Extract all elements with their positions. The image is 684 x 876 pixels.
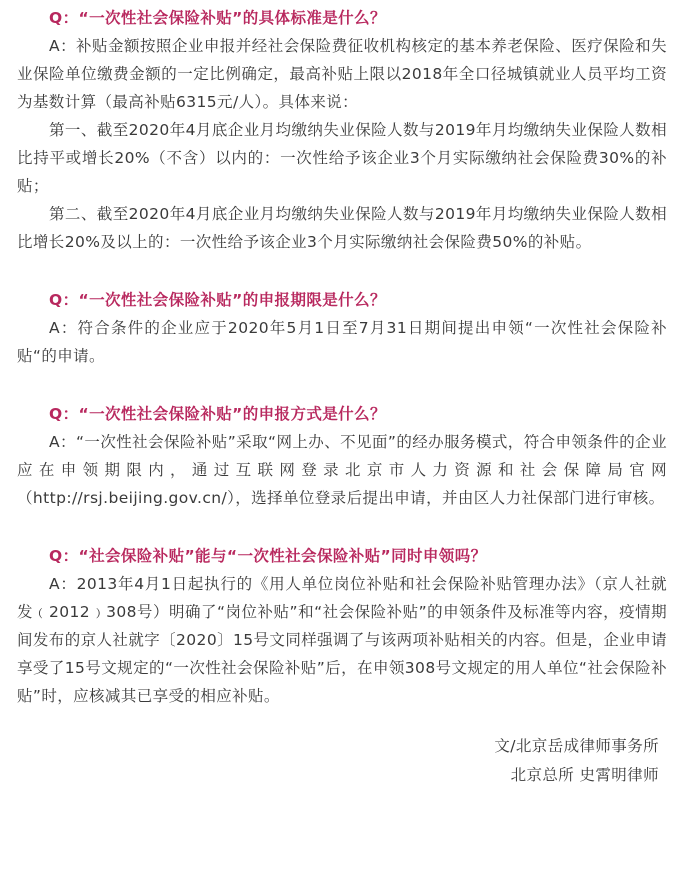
article-body	[17, 0, 667, 790]
faq-section-standard	[17, 4, 667, 256]
faq-section-concurrent	[17, 542, 667, 710]
answer-paragraph: A：补贴金额按照企业申报并经社会保险费征收机构核定的基本养老保险、医疗保险和失业保险单位缴费金额的一定比例确定，最高补贴上限以2018年全口径城镇就业人员平均工资为基数计算（最高补贴6315元/人）。具体来说：	[17, 37, 667, 111]
author-firm: 文/北京岳成律师事务所	[494, 737, 659, 755]
faq-section-deadline	[17, 286, 667, 370]
question-heading: Q：“一次性社会保险补贴”的具体标准是什么？	[49, 9, 386, 27]
section-spacer	[17, 256, 667, 282]
answer-paragraph: A：2013年4月1日起执行的《用人单位岗位补贴和社会保险补贴管理办法》（京人社就发﹙2012﹚308号）明确了“岗位补贴”和“社会保险补贴”的申领条件及标准等内容，疫情期间发布的京人社就字〔2020〕15号文同样强调了与该两项补贴相关的内容。但是，企业申请享受了15号文规定的“一次性社会保险补贴”后，在申领308号文规定的用人单位“社会保险补贴”时，应核减其已享受的相应补贴。	[17, 575, 667, 705]
question-heading: Q：“一次性社会保险补贴”的申报期限是什么？	[49, 291, 386, 309]
answer-paragraph: 第一、截至2020年4月底企业月均缴纳失业保险人数与2019年月均缴纳失业保险人数相比持平或增长20%（不含）以内的：一次性给予该企业3个月实际缴纳社会保险费30%的补贴；	[17, 121, 667, 195]
section-spacer	[17, 370, 667, 396]
answer-paragraph: 第二、截至2020年4月底企业月均缴纳失业保险人数与2019年月均缴纳失业保险人数相比增长20%及以上的：一次性给予该企业3个月实际缴纳社会保险费50%的补贴。	[17, 205, 667, 251]
faq-section-method	[17, 400, 667, 512]
answer-paragraph: A：符合条件的企业应于2020年5月1日至7月31日期间提出申领“一次性社会保险补贴“的申请。	[17, 319, 667, 365]
answer-paragraph: A：“一次性社会保险补贴”采取“网上办、不见面”的经办服务模式，符合申领条件的企业应在申领期限内，通过互联网登录北京市人力资源和社会保障局官网（http://rsj.beijing.gov.cn/），选择单位登录后提出申请，并由区人力社保部门进行审核。	[17, 433, 667, 507]
section-spacer	[17, 710, 667, 732]
section-spacer	[17, 512, 667, 538]
question-heading: Q：“社会保险补贴”能与“一次性社会保险补贴”同时申领吗？	[49, 547, 487, 565]
question-heading: Q：“一次性社会保险补贴”的申报方式是什么？	[49, 405, 386, 423]
author-name: 北京总所 史霄明律师	[510, 766, 659, 784]
